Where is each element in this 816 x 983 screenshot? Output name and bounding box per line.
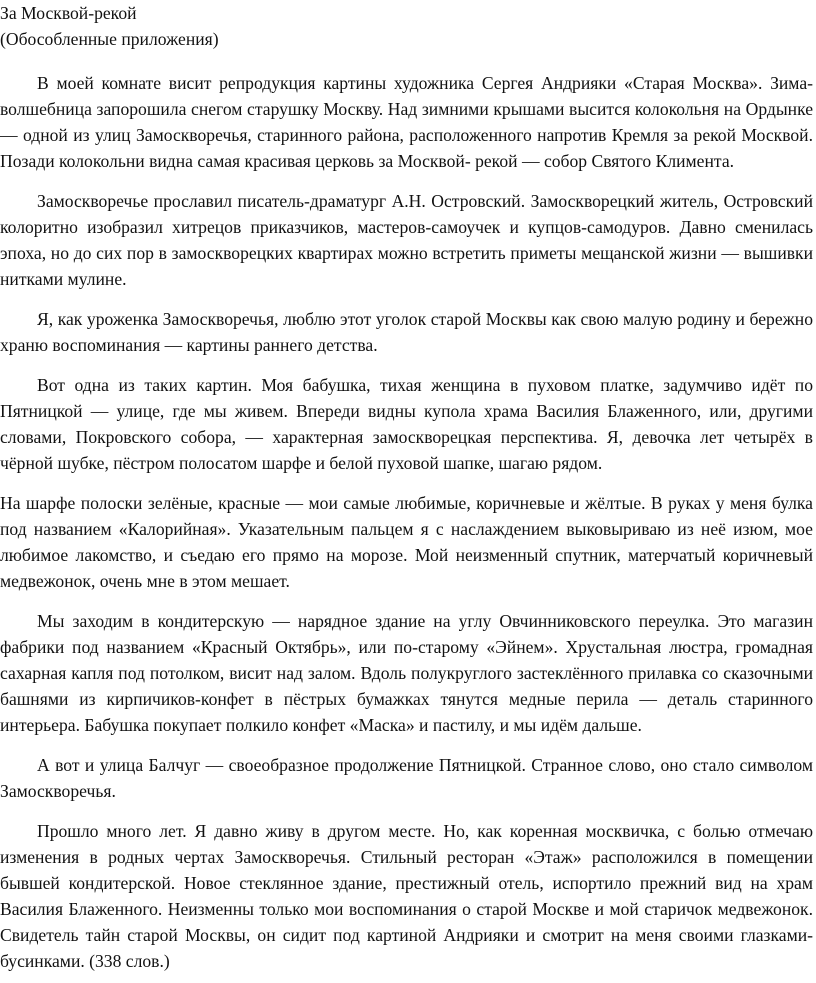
document-title: За Москвой-рекой xyxy=(0,3,137,23)
paragraph-3: Я, как уроженка Замоскворечья, люблю этот уголок старой Москвы как свою малую родину и бережно храню воспоминания — картины раннего детства. xyxy=(0,309,813,355)
paragraph-1: В моей комнате висит репродукция картины художника Сергея Андрияки «Старая Москва». Зима-волшебница запорошила снегом старушку Москву. Над зимними крышами высится колокольня на Ордынке — одной из улиц Замоскворечья, старинного района, расположенного напротив Кремля за рекой Москвой. Позади колокольни видна самая красивая церковь за Москвой- рекой — собор Святого Климента. xyxy=(0,73,813,171)
paragraph-8: Прошло много лет. Я давно живу в другом месте. Но, как коренная москвичка, с болью отмечаю изменения в родных чертах Замоскворечья. Стильный ресторан «Этаж» расположился в помещении бывшей кондитерской. Новое стеклянное здание, престижный отель, испортило прежний вид на храм Василия Блаженного. Неизменны только мои воспоминания о старой Москве и мой старичок медвежонок. Свидетель тайн старой Москвы, он сидит под картиной Андрияки и смотрит на меня своими глазками-бусинками. (338 слов.) xyxy=(0,821,813,971)
spacer xyxy=(0,594,813,608)
paragraph-7: А вот и улица Балчуг — своеобразное продолжение Пятницкой. Странное слово, оно стало символом Замоскворечья. xyxy=(0,755,813,801)
document-subtitle: (Обособленные приложения) xyxy=(0,29,219,49)
paragraph-6: Мы заходим в кондитерскую — нарядное здание на углу Овчинниковского переулка. Это магазин фабрики под названием «Красный Октябрь», или по-старому «Эйнем». Хрустальная люстра, громадная сахарная капля под потолком, висит над залом. Вдоль полукруглого застеклённого прилавка со сказочными башнями из кирпичиков-конфет в пёстрых бумажках тянутся медные перила — деталь старинного интерьера. Бабушка покупает полкило конфет «Маска» и пастилу, и мы идём дальше. xyxy=(0,611,813,735)
spacer xyxy=(0,476,813,490)
spacer xyxy=(0,52,813,70)
spacer xyxy=(0,174,813,188)
spacer xyxy=(0,292,813,306)
paragraph-5: На шарфе полоски зелёные, красные — мои самые любимые, коричневые и жёлтые. В руках у меня булка под названием «Калорийная». Указательным пальцем я с наслаждением выковыриваю из неё изюм, мое любимое лакомство, и съедаю его прямо на морозе. Мой неизменный спутник, матерчатый коричневый медвежонок, очень мне в этом мешает. xyxy=(0,493,813,591)
spacer xyxy=(0,738,813,752)
paragraph-2: Замоскворечье прославил писатель-драматург А.Н. Островский. Замоскворецкий житель, Островский колоритно изобразил хитрецов приказчиков, мастеров-самоучек и купцов-самодуров. Давно сменилась эпоха, но до сих пор в замоскворецких квартирах можно встретить приметы мещанской жизни — вышивки нитками мулине. xyxy=(0,191,813,289)
spacer xyxy=(0,804,813,818)
paragraph-4: Вот одна из таких картин. Моя бабушка, тихая женщина в пуховом платке, задумчиво идёт по Пятницкой — улице, где мы живем. Впереди видны купола храма Василия Блаженного, или, другими словами, Покровского собора, — характерная замоскворецкая перспектива. Я, девочка лет четырёх в чёрной шубке, пёстром полосатом шарфе и белой пуховой шапке, шагаю рядом. xyxy=(0,375,813,473)
spacer xyxy=(0,358,813,372)
